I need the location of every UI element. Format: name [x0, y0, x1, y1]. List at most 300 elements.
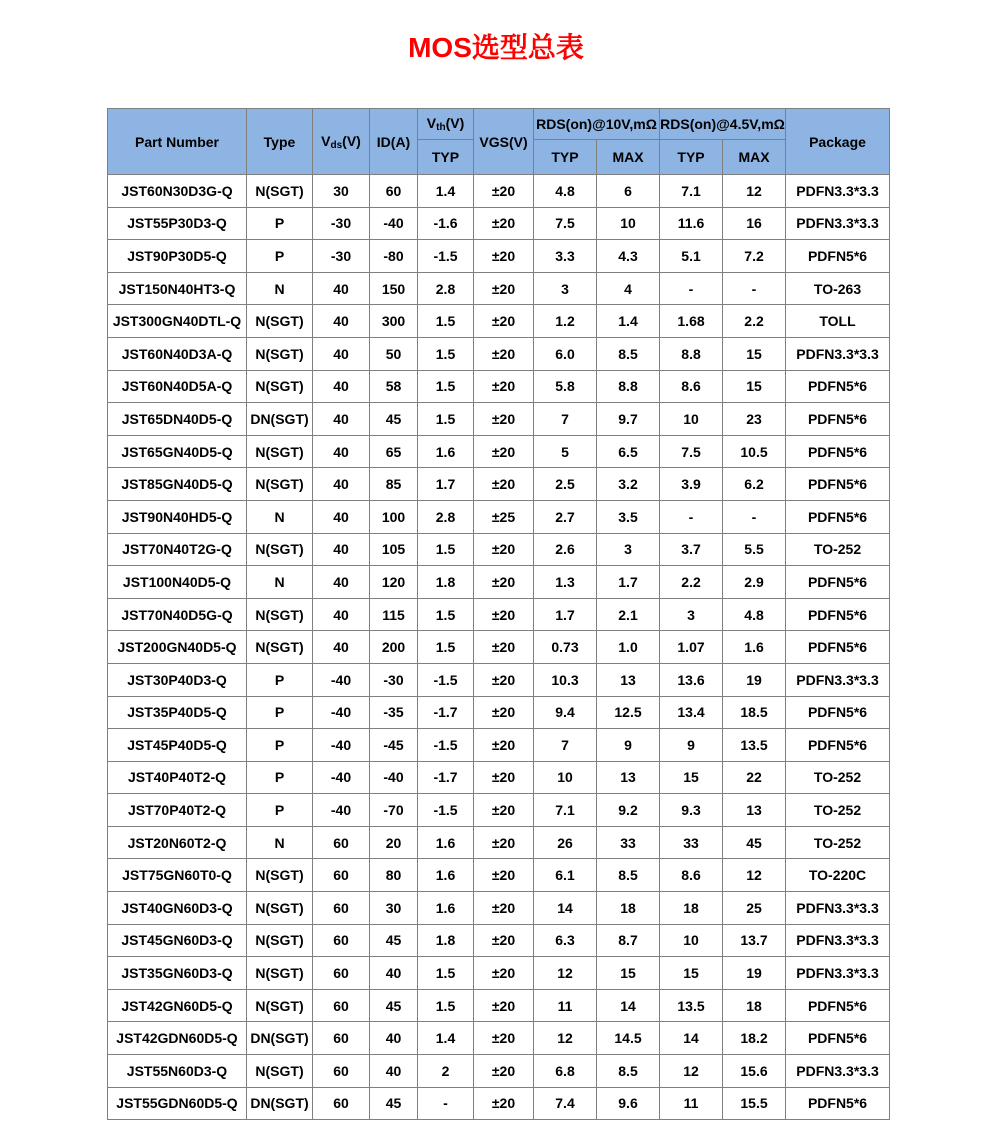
vgs-cell: ±20	[474, 924, 534, 957]
rds45-typ-cell: -	[660, 500, 723, 533]
rds45-typ-cell: 3	[660, 598, 723, 631]
rds45-typ-cell: 9.3	[660, 794, 723, 827]
type-cell: P	[247, 729, 313, 762]
vgs-cell: ±20	[474, 533, 534, 566]
vds-cell: 40	[313, 435, 370, 468]
table-row	[108, 500, 890, 533]
part-number-cell: JST55P30D3-Q	[108, 207, 247, 240]
header-vds-subscript: ds	[330, 139, 343, 151]
header-type: Type	[247, 109, 313, 175]
part-number-cell: JST55N60D3-Q	[108, 1055, 247, 1088]
id-cell: -40	[370, 761, 418, 794]
rds45-max-cell: 2.2	[723, 305, 786, 338]
part-number-cell: JST65DN40D5-Q	[108, 403, 247, 436]
vgs-cell: ±20	[474, 566, 534, 599]
vds-cell: 40	[313, 533, 370, 566]
vds-cell: 40	[313, 566, 370, 599]
package-cell: PDFN5*6	[786, 1087, 890, 1120]
rds10-typ-cell: 1.7	[534, 598, 597, 631]
rds45-typ-cell: 10	[660, 403, 723, 436]
part-number-cell: JST45GN60D3-Q	[108, 924, 247, 957]
header-vds	[313, 109, 370, 175]
header-vth-typ: TYP	[418, 140, 474, 175]
vds-cell: 40	[313, 500, 370, 533]
part-number-cell: JST40P40T2-Q	[108, 761, 247, 794]
rds10-max-cell: 8.5	[597, 1055, 660, 1088]
part-number-cell: JST70N40T2G-Q	[108, 533, 247, 566]
id-cell: 80	[370, 859, 418, 892]
rds45-max-cell: 10.5	[723, 435, 786, 468]
rds45-max-cell: 18.2	[723, 1022, 786, 1055]
vth-typ-cell: 1.5	[418, 989, 474, 1022]
header-vds-unit: (V)	[342, 132, 361, 149]
vgs-cell: ±20	[474, 598, 534, 631]
table-row	[108, 435, 890, 468]
table-row	[108, 240, 890, 273]
id-cell: 200	[370, 631, 418, 664]
vds-cell: 60	[313, 1022, 370, 1055]
rds10-max-cell: 9.2	[597, 794, 660, 827]
type-cell: N(SGT)	[247, 631, 313, 664]
package-cell: PDFN3.3*3.3	[786, 957, 890, 990]
vth-typ-cell: 2	[418, 1055, 474, 1088]
vth-typ-cell: 1.7	[418, 468, 474, 501]
header-rds10-typ: TYP	[534, 140, 597, 175]
rds45-max-cell: 2.9	[723, 566, 786, 599]
vds-cell: 60	[313, 859, 370, 892]
rds10-typ-cell: 2.6	[534, 533, 597, 566]
rds10-typ-cell: 6.8	[534, 1055, 597, 1088]
rds10-max-cell: 8.5	[597, 859, 660, 892]
id-cell: 300	[370, 305, 418, 338]
vth-typ-cell: 1.8	[418, 566, 474, 599]
type-cell: N(SGT)	[247, 337, 313, 370]
rds10-typ-cell: 10.3	[534, 663, 597, 696]
type-cell: N(SGT)	[247, 435, 313, 468]
vth-typ-cell: 1.5	[418, 370, 474, 403]
rds10-typ-cell: 2.5	[534, 468, 597, 501]
type-cell: P	[247, 761, 313, 794]
vds-cell: 40	[313, 337, 370, 370]
id-cell: 45	[370, 924, 418, 957]
vgs-cell: ±20	[474, 989, 534, 1022]
part-number-cell: JST300GN40DTL-Q	[108, 305, 247, 338]
rds45-max-cell: 22	[723, 761, 786, 794]
id-cell: 105	[370, 533, 418, 566]
part-number-cell: JST42GDN60D5-Q	[108, 1022, 247, 1055]
type-cell: N(SGT)	[247, 957, 313, 990]
vgs-cell: ±20	[474, 240, 534, 273]
rds45-typ-cell: 15	[660, 761, 723, 794]
rds45-typ-cell: 3.9	[660, 468, 723, 501]
rds45-max-cell: 7.2	[723, 240, 786, 273]
vgs-cell: ±20	[474, 729, 534, 762]
mos-selection-table	[107, 108, 890, 1120]
vth-typ-cell: 1.5	[418, 631, 474, 664]
rds10-typ-cell: 26	[534, 826, 597, 859]
type-cell: P	[247, 794, 313, 827]
vgs-cell: ±20	[474, 468, 534, 501]
type-cell: N(SGT)	[247, 1055, 313, 1088]
vds-cell: 40	[313, 631, 370, 664]
rds10-typ-cell: 6.1	[534, 859, 597, 892]
rds10-max-cell: 18	[597, 892, 660, 925]
vth-typ-cell: -1.5	[418, 663, 474, 696]
id-cell: 150	[370, 272, 418, 305]
id-cell: 30	[370, 892, 418, 925]
id-cell: 60	[370, 175, 418, 208]
rds45-typ-cell: 13.5	[660, 989, 723, 1022]
rds45-max-cell: 13.5	[723, 729, 786, 762]
rds45-typ-cell: 13.6	[660, 663, 723, 696]
rds10-typ-cell: 12	[534, 1022, 597, 1055]
rds10-max-cell: 2.1	[597, 598, 660, 631]
table-row	[108, 631, 890, 664]
rds45-typ-cell: 12	[660, 1055, 723, 1088]
vth-typ-cell: -1.5	[418, 729, 474, 762]
type-cell: DN(SGT)	[247, 1087, 313, 1120]
rds10-typ-cell: 2.7	[534, 500, 597, 533]
part-number-cell: JST90P30D5-Q	[108, 240, 247, 273]
vth-typ-cell: -	[418, 1087, 474, 1120]
vgs-cell: ±20	[474, 1087, 534, 1120]
part-number-cell: JST20N60T2-Q	[108, 826, 247, 859]
rds10-max-cell: 3.2	[597, 468, 660, 501]
vth-typ-cell: 1.8	[418, 924, 474, 957]
rds45-typ-cell: 8.8	[660, 337, 723, 370]
vgs-cell: ±20	[474, 826, 534, 859]
table-row	[108, 370, 890, 403]
type-cell: DN(SGT)	[247, 403, 313, 436]
package-cell: PDFN5*6	[786, 566, 890, 599]
vds-cell: -40	[313, 729, 370, 762]
rds10-typ-cell: 7	[534, 729, 597, 762]
vds-cell: 40	[313, 403, 370, 436]
type-cell: N(SGT)	[247, 370, 313, 403]
vgs-cell: ±20	[474, 272, 534, 305]
type-cell: N	[247, 826, 313, 859]
package-cell: PDFN3.3*3.3	[786, 1055, 890, 1088]
rds10-max-cell: 9	[597, 729, 660, 762]
part-number-cell: JST70N40D5G-Q	[108, 598, 247, 631]
vgs-cell: ±20	[474, 794, 534, 827]
rds10-typ-cell: 7.4	[534, 1087, 597, 1120]
type-cell: N	[247, 566, 313, 599]
table-row	[108, 663, 890, 696]
vth-typ-cell: 1.5	[418, 305, 474, 338]
package-cell: TO-220C	[786, 859, 890, 892]
id-cell: 85	[370, 468, 418, 501]
rds45-typ-cell: 3.7	[660, 533, 723, 566]
header-rds10-max: MAX	[597, 140, 660, 175]
rds10-max-cell: 1.7	[597, 566, 660, 599]
vds-cell: -30	[313, 207, 370, 240]
id-cell: 50	[370, 337, 418, 370]
rds10-max-cell: 3	[597, 533, 660, 566]
rds45-typ-cell: 2.2	[660, 566, 723, 599]
part-number-cell: JST60N30D3G-Q	[108, 175, 247, 208]
table-row	[108, 957, 890, 990]
table-row	[108, 337, 890, 370]
id-cell: 58	[370, 370, 418, 403]
header-package: Package	[786, 109, 890, 175]
vgs-cell: ±20	[474, 859, 534, 892]
header-vth-symbol: V	[426, 115, 437, 131]
table-row	[108, 761, 890, 794]
rds45-max-cell: -	[723, 272, 786, 305]
rds45-max-cell: 4.8	[723, 598, 786, 631]
vth-typ-cell: -1.7	[418, 696, 474, 729]
vgs-cell: ±20	[474, 761, 534, 794]
rds10-typ-cell: 11	[534, 989, 597, 1022]
package-cell: PDFN5*6	[786, 1022, 890, 1055]
rds10-max-cell: 6.5	[597, 435, 660, 468]
rds10-max-cell: 8.5	[597, 337, 660, 370]
package-cell: PDFN5*6	[786, 240, 890, 273]
rds45-max-cell: 19	[723, 663, 786, 696]
id-cell: -30	[370, 663, 418, 696]
rds45-max-cell: 1.6	[723, 631, 786, 664]
vgs-cell: ±20	[474, 403, 534, 436]
type-cell: N(SGT)	[247, 859, 313, 892]
rds45-max-cell: 18	[723, 989, 786, 1022]
vds-cell: 40	[313, 598, 370, 631]
vth-typ-cell: -1.5	[418, 240, 474, 273]
vgs-cell: ±20	[474, 663, 534, 696]
id-cell: -80	[370, 240, 418, 273]
rds45-typ-cell: -	[660, 272, 723, 305]
vth-typ-cell: 1.5	[418, 403, 474, 436]
part-number-cell: JST60N40D5A-Q	[108, 370, 247, 403]
rds10-typ-cell: 12	[534, 957, 597, 990]
rds45-max-cell: 15.5	[723, 1087, 786, 1120]
rds10-max-cell: 4.3	[597, 240, 660, 273]
vgs-cell: ±20	[474, 892, 534, 925]
id-cell: 100	[370, 500, 418, 533]
part-number-cell: JST70P40T2-Q	[108, 794, 247, 827]
vgs-cell: ±20	[474, 1022, 534, 1055]
table-header	[108, 109, 890, 175]
type-cell: P	[247, 663, 313, 696]
rds10-typ-cell: 6.0	[534, 337, 597, 370]
rds10-max-cell: 13	[597, 761, 660, 794]
part-number-cell: JST42GN60D5-Q	[108, 989, 247, 1022]
vgs-cell: ±20	[474, 370, 534, 403]
rds45-typ-cell: 11	[660, 1087, 723, 1120]
rds45-typ-cell: 1.68	[660, 305, 723, 338]
id-cell: -70	[370, 794, 418, 827]
vds-cell: -40	[313, 663, 370, 696]
part-number-cell: JST65GN40D5-Q	[108, 435, 247, 468]
vds-cell: 60	[313, 826, 370, 859]
package-cell: TO-263	[786, 272, 890, 305]
rds10-typ-cell: 7.1	[534, 794, 597, 827]
package-cell: TO-252	[786, 794, 890, 827]
rds10-max-cell: 3.5	[597, 500, 660, 533]
type-cell: P	[247, 696, 313, 729]
vgs-cell: ±20	[474, 305, 534, 338]
type-cell: N(SGT)	[247, 892, 313, 925]
id-cell: 120	[370, 566, 418, 599]
table-row	[108, 924, 890, 957]
table-row	[108, 859, 890, 892]
vth-typ-cell: 2.8	[418, 272, 474, 305]
package-cell: TO-252	[786, 826, 890, 859]
id-cell: 45	[370, 1087, 418, 1120]
vgs-cell: ±20	[474, 337, 534, 370]
vth-typ-cell: -1.7	[418, 761, 474, 794]
rds10-max-cell: 14.5	[597, 1022, 660, 1055]
type-cell: N(SGT)	[247, 175, 313, 208]
part-number-cell: JST90N40HD5-Q	[108, 500, 247, 533]
package-cell: PDFN5*6	[786, 696, 890, 729]
rds10-typ-cell: 0.73	[534, 631, 597, 664]
rds45-typ-cell: 13.4	[660, 696, 723, 729]
part-number-cell: JST30P40D3-Q	[108, 663, 247, 696]
rds45-typ-cell: 9	[660, 729, 723, 762]
package-cell: PDFN5*6	[786, 598, 890, 631]
part-number-cell: JST150N40HT3-Q	[108, 272, 247, 305]
vgs-cell: ±20	[474, 1055, 534, 1088]
rds45-typ-cell: 8.6	[660, 859, 723, 892]
table-row	[108, 272, 890, 305]
table-row	[108, 175, 890, 208]
package-cell: PDFN3.3*3.3	[786, 337, 890, 370]
type-cell: N(SGT)	[247, 989, 313, 1022]
part-number-cell: JST40GN60D3-Q	[108, 892, 247, 925]
rds10-max-cell: 1.0	[597, 631, 660, 664]
package-cell: PDFN5*6	[786, 370, 890, 403]
vgs-cell: ±20	[474, 207, 534, 240]
table-row	[108, 892, 890, 925]
vds-cell: 30	[313, 175, 370, 208]
table-row	[108, 1022, 890, 1055]
vds-cell: -40	[313, 696, 370, 729]
package-cell: PDFN3.3*3.3	[786, 207, 890, 240]
rds10-typ-cell: 14	[534, 892, 597, 925]
id-cell: 45	[370, 403, 418, 436]
rds45-max-cell: 6.2	[723, 468, 786, 501]
type-cell: DN(SGT)	[247, 1022, 313, 1055]
type-cell: N	[247, 272, 313, 305]
header-vds-symbol: V	[321, 132, 331, 149]
rds10-max-cell: 33	[597, 826, 660, 859]
rds45-typ-cell: 33	[660, 826, 723, 859]
rds10-typ-cell: 6.3	[534, 924, 597, 957]
table-row	[108, 598, 890, 631]
id-cell: -35	[370, 696, 418, 729]
table-row	[108, 696, 890, 729]
type-cell: N(SGT)	[247, 533, 313, 566]
rds10-typ-cell: 5.8	[534, 370, 597, 403]
type-cell: N(SGT)	[247, 305, 313, 338]
table-row	[108, 989, 890, 1022]
header-rds-4-5v: RDS(on)@4.5V,mΩ	[660, 109, 786, 140]
table-body	[108, 175, 890, 1120]
rds45-typ-cell: 8.6	[660, 370, 723, 403]
rds10-typ-cell: 7.5	[534, 207, 597, 240]
id-cell: -45	[370, 729, 418, 762]
table-row	[108, 794, 890, 827]
id-cell: 40	[370, 1022, 418, 1055]
vds-cell: 60	[313, 989, 370, 1022]
header-rds45-max: MAX	[723, 140, 786, 175]
rds45-typ-cell: 1.07	[660, 631, 723, 664]
vth-typ-cell: 1.5	[418, 533, 474, 566]
table-row	[108, 1087, 890, 1120]
rds10-max-cell: 6	[597, 175, 660, 208]
rds45-typ-cell: 7.1	[660, 175, 723, 208]
type-cell: P	[247, 240, 313, 273]
vds-cell: -40	[313, 761, 370, 794]
rds45-max-cell: 19	[723, 957, 786, 990]
rds10-max-cell: 15	[597, 957, 660, 990]
table-row	[108, 729, 890, 762]
vth-typ-cell: 1.6	[418, 859, 474, 892]
table-row	[108, 403, 890, 436]
vds-cell: -40	[313, 794, 370, 827]
rds10-typ-cell: 7	[534, 403, 597, 436]
rds45-typ-cell: 15	[660, 957, 723, 990]
part-number-cell: JST35P40D5-Q	[108, 696, 247, 729]
vth-typ-cell: 2.8	[418, 500, 474, 533]
vgs-cell: ±20	[474, 631, 534, 664]
table-row	[108, 1055, 890, 1088]
rds10-max-cell: 13	[597, 663, 660, 696]
id-cell: 20	[370, 826, 418, 859]
package-cell: PDFN3.3*3.3	[786, 892, 890, 925]
part-number-cell: JST35GN60D3-Q	[108, 957, 247, 990]
id-cell: 40	[370, 957, 418, 990]
vds-cell: 40	[313, 370, 370, 403]
package-cell: PDFN5*6	[786, 403, 890, 436]
rds45-max-cell: 5.5	[723, 533, 786, 566]
type-cell: N(SGT)	[247, 468, 313, 501]
table-row	[108, 207, 890, 240]
rds10-typ-cell: 1.3	[534, 566, 597, 599]
part-number-cell: JST45P40D5-Q	[108, 729, 247, 762]
header-part-number: Part Number	[108, 109, 247, 175]
part-number-cell: JST55GDN60D5-Q	[108, 1087, 247, 1120]
rds45-max-cell: 15	[723, 370, 786, 403]
vth-typ-cell: 1.6	[418, 826, 474, 859]
vth-typ-cell: 1.4	[418, 1022, 474, 1055]
table-row	[108, 305, 890, 338]
package-cell: PDFN5*6	[786, 631, 890, 664]
vgs-cell: ±20	[474, 175, 534, 208]
rds45-typ-cell: 10	[660, 924, 723, 957]
rds45-typ-cell: 7.5	[660, 435, 723, 468]
table-row	[108, 826, 890, 859]
vds-cell: 40	[313, 272, 370, 305]
rds10-max-cell: 12.5	[597, 696, 660, 729]
vth-typ-cell: -1.5	[418, 794, 474, 827]
rds10-typ-cell: 10	[534, 761, 597, 794]
package-cell: PDFN3.3*3.3	[786, 175, 890, 208]
vth-typ-cell: 1.5	[418, 598, 474, 631]
package-cell: TO-252	[786, 533, 890, 566]
rds10-max-cell: 8.7	[597, 924, 660, 957]
rds45-max-cell: 13.7	[723, 924, 786, 957]
rds10-typ-cell: 3	[534, 272, 597, 305]
part-number-cell: JST75GN60T0-Q	[108, 859, 247, 892]
vds-cell: 40	[313, 305, 370, 338]
package-cell: PDFN5*6	[786, 468, 890, 501]
rds10-max-cell: 1.4	[597, 305, 660, 338]
type-cell: P	[247, 207, 313, 240]
rds45-typ-cell: 14	[660, 1022, 723, 1055]
vgs-cell: ±20	[474, 696, 534, 729]
